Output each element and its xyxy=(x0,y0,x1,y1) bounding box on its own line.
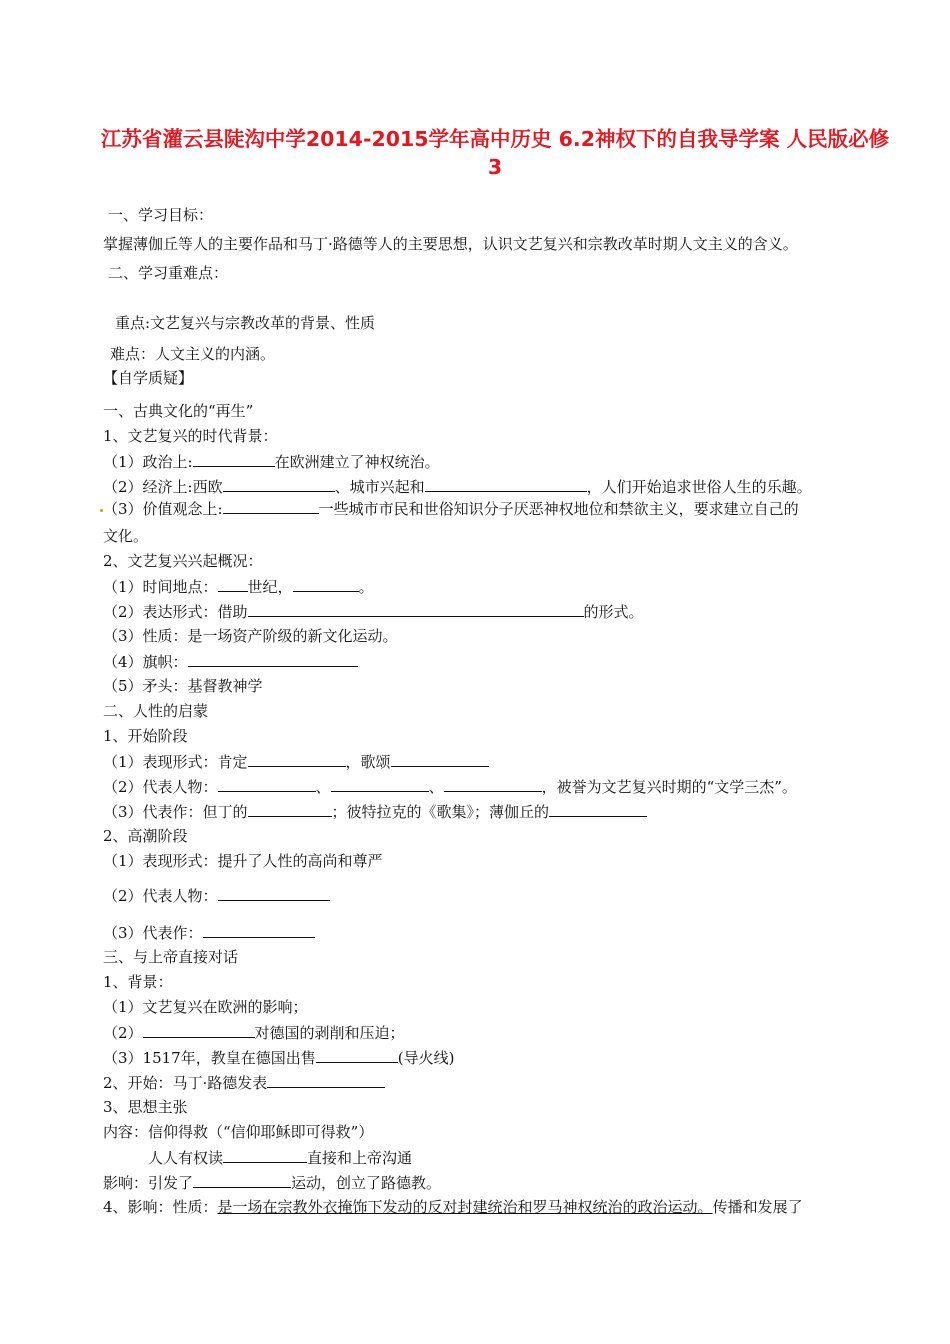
blank-field[interactable] xyxy=(203,922,315,938)
label: （1）表现形式：肯定 xyxy=(103,753,248,771)
line-peak-representatives xyxy=(103,885,330,906)
line-renaissance-influence: （1）文艺复兴在欧洲的影响； xyxy=(103,998,308,1016)
label: (导火线) xyxy=(397,1049,455,1067)
blank-field[interactable] xyxy=(193,1172,291,1188)
label: （2）表达形式：借助 xyxy=(103,603,248,621)
line-start xyxy=(103,1072,385,1093)
label: ，被誉为文艺复兴时期的“文学三杰”。 xyxy=(541,778,797,796)
heading-ideas: 3、思想主张 xyxy=(103,1098,188,1116)
line-form xyxy=(103,601,644,622)
label: （3）代表作：但丁的 xyxy=(103,803,248,821)
line-effect xyxy=(103,1172,441,1193)
line-target: （5）矛头：基督教神学 xyxy=(103,677,263,695)
heading-reform-background: 1、背景： xyxy=(103,973,173,991)
blank-field[interactable] xyxy=(218,576,248,592)
label: 、城市兴起和 xyxy=(334,478,425,496)
label: 影响：引发了 xyxy=(103,1174,194,1192)
label: （1）政治上: xyxy=(103,453,193,471)
blank-field[interactable] xyxy=(223,1147,307,1163)
label: （3）价值观念上: xyxy=(103,500,223,518)
line-influence xyxy=(103,1197,803,1217)
label: 2、开始：马丁·路德发表 xyxy=(103,1074,268,1092)
label: 传播和发展了 xyxy=(712,1198,803,1216)
label: （1）时间地点： xyxy=(103,578,218,596)
label: 世纪， xyxy=(247,578,293,596)
blank-field[interactable] xyxy=(444,776,542,792)
line-exploitation xyxy=(103,1022,405,1043)
blank-field[interactable] xyxy=(316,1047,398,1063)
label: 运动，创立了路德教。 xyxy=(291,1174,442,1192)
heading-rebirth: 一、古典文化的“再生” xyxy=(103,402,254,420)
blank-field[interactable] xyxy=(143,1022,255,1038)
line-content: 内容：信仰得救（“信仰耶稣即可得救”） xyxy=(103,1123,374,1141)
blank-field[interactable] xyxy=(218,776,316,792)
blank-field[interactable] xyxy=(248,751,346,767)
blank-field[interactable] xyxy=(293,576,359,592)
learning-goals-text: 掌握薄伽丘等人的主要作品和马丁·路德等人的主要思想，认识文艺复兴和宗教改革时期人文主义的含义。 xyxy=(103,235,798,253)
section-key-points: 二、学习重难点： xyxy=(108,264,229,282)
label: 、 xyxy=(428,778,444,796)
blank-field[interactable] xyxy=(425,476,587,492)
label: 。 xyxy=(358,578,374,596)
line-nature: （3）性质：是一场资产阶级的新文化运动。 xyxy=(103,627,398,645)
key-point-text: 重点:文艺复兴与宗教改革的背景、性质 xyxy=(115,314,376,332)
label: 人人有权读 xyxy=(148,1149,224,1167)
label: 对德国的剥削和压迫； xyxy=(254,1024,405,1042)
blank-field[interactable] xyxy=(549,801,647,817)
line-works xyxy=(103,801,647,822)
label: 4、影响：性质： xyxy=(103,1198,218,1216)
heading-background: 1、文艺复兴的时代背景： xyxy=(103,427,278,445)
document-title: 江苏省灌云县陡沟中学2014-2015学年高中历史 6.2神权下的自我导学案 人民版必修3 xyxy=(100,127,890,179)
underlined-answer: 是一场在宗教外衣掩饰下发动的反对封建统治和罗马神权统治的政治运动。 xyxy=(217,1198,713,1216)
label: 直接和上帝沟通 xyxy=(307,1149,413,1167)
line-time-place xyxy=(103,576,374,597)
label: （3）1517年，教皇在德国出售 xyxy=(103,1049,316,1067)
self-study-heading: 【自学质疑】 xyxy=(103,369,194,387)
line-economy xyxy=(103,476,812,497)
label: ，歌颂 xyxy=(345,753,391,771)
heading-dialogue-god: 三、与上帝直接对话 xyxy=(103,948,239,966)
heading-enlightenment: 二、人性的启蒙 xyxy=(103,702,209,720)
difficult-point-text: 难点：人文主义的内涵。 xyxy=(110,345,276,363)
line-peak-works xyxy=(103,922,315,943)
blank-field[interactable] xyxy=(188,651,358,667)
line-banner xyxy=(103,651,358,672)
line-expression xyxy=(103,751,489,772)
blank-field[interactable] xyxy=(223,498,319,514)
label: ；彼特拉克的《歌集》；薄伽丘的 xyxy=(331,803,550,821)
label: 一些城市市民和世俗知识分子厌恶神权地位和禁欲主义，要求建立自己的 xyxy=(318,500,799,518)
label: ，人们开始追求世俗人生的乐趣。 xyxy=(586,478,812,496)
label: 在欧洲建立了神权统治。 xyxy=(274,453,440,471)
heading-overview: 2、文艺复兴兴起概况： xyxy=(103,552,263,570)
label: （2）代表人物： xyxy=(103,887,218,905)
heading-early-stage: 1、开始阶段 xyxy=(103,727,188,745)
section-learning-goals: 一、学习目标： xyxy=(108,206,214,224)
label: 的形式。 xyxy=(583,603,644,621)
blank-field[interactable] xyxy=(267,1072,385,1088)
line-culture: 文化。 xyxy=(103,527,149,545)
blank-field[interactable] xyxy=(248,801,332,817)
label: （3）代表作： xyxy=(103,924,203,942)
label: 、 xyxy=(315,778,331,796)
line-values xyxy=(100,498,799,519)
label: （2） xyxy=(103,1024,143,1042)
blank-field[interactable] xyxy=(193,451,275,467)
line-pope-sale xyxy=(103,1047,454,1068)
label: （4）旗帜： xyxy=(103,653,188,671)
label: （2）代表人物： xyxy=(103,778,218,796)
blank-field[interactable] xyxy=(248,601,584,617)
blank-field[interactable] xyxy=(223,476,335,492)
line-read-bible xyxy=(148,1147,412,1168)
label: （2）经济上:西欧 xyxy=(103,478,223,496)
blank-field[interactable] xyxy=(218,885,330,901)
line-peak-expression: （1）表现形式：提升了人性的高尚和尊严 xyxy=(103,852,383,870)
blank-field[interactable] xyxy=(331,776,429,792)
line-representatives xyxy=(103,776,797,797)
heading-peak-stage: 2、高潮阶段 xyxy=(103,827,188,845)
line-politics xyxy=(103,451,440,472)
blank-field[interactable] xyxy=(391,751,489,767)
